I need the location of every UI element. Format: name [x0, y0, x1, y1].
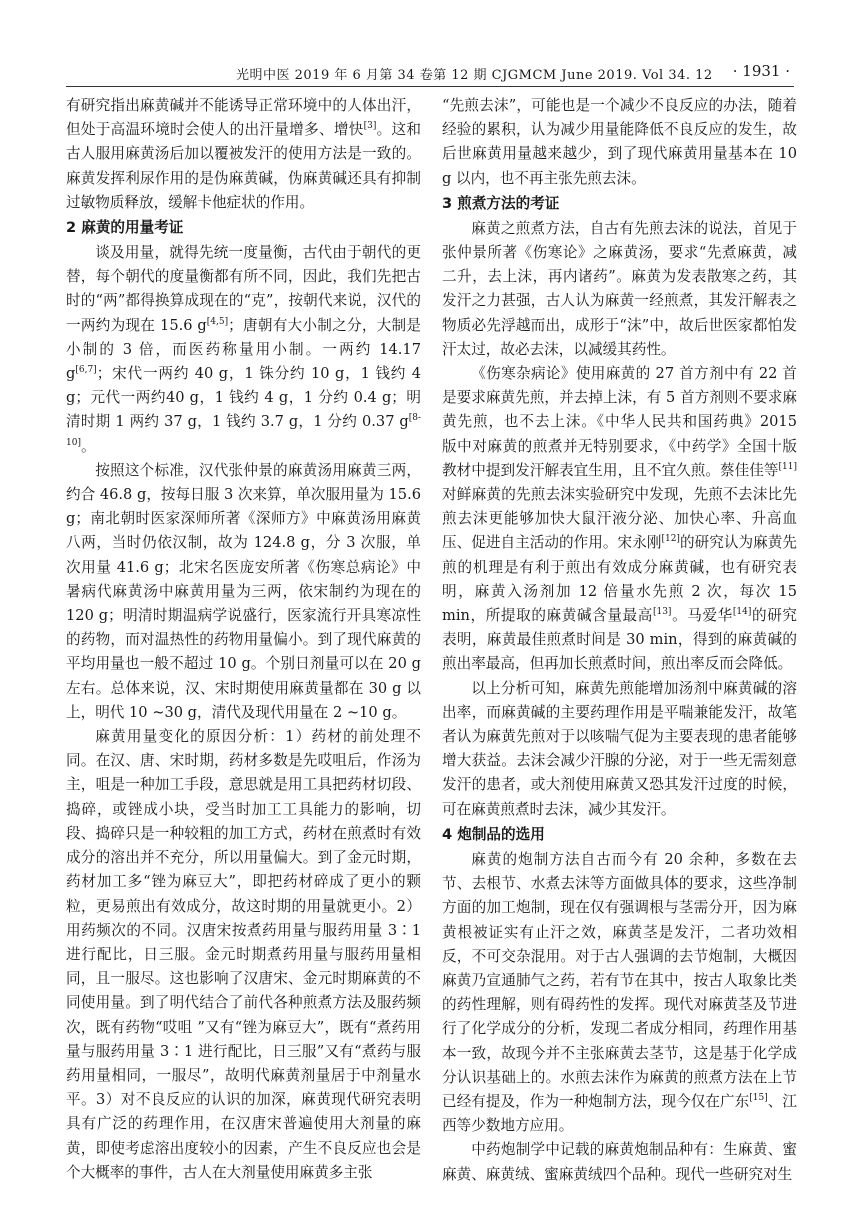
paragraph: 中药炮制学中记载的麻黄炮制品种有：生麻黄、蜜麻黄、麻黄绒、蜜麻黄绒四个品种。现代一些研究对生	[442, 1141, 797, 1183]
section-heading-dosage: 2 麻黄的用量考证	[66, 219, 184, 237]
section-heading-processing: 4 炮制品的选用	[442, 825, 545, 843]
citation[interactable]: [14]	[732, 607, 752, 618]
paragraph: 谈及用量，就得先统一度量衡，古代由于朝代的更替，每个朝代的度量衡都有所不同，因此，我们先把古时的“两”都得换算成现在的“克”，按朝代来说，汉代的一两约为现在 15.6 g[4,5]；唐朝有大小制之分，大制是小制的 3 倍，而医药称量用小制。一两约 14.17 g[6,7]；宋代一两约 40 g，1 铢分约 10 g，1 钱约 4 g；元代一两约40 g，1 钱约 4 g，1 分约 0.4 g；明清时期 1 两约 37 g，1 钱约 3.7 g，1 分约 0.37 g[8-10]。	[66, 244, 421, 455]
citation[interactable]: [15]	[749, 1093, 768, 1104]
running-header	[66, 60, 794, 87]
left-column	[66, 94, 421, 1185]
page-number: · 1931 ·	[732, 62, 790, 80]
section-heading-decoction: 3 煎煮方法的考证	[442, 194, 560, 212]
journal-info: 光明中医 2019 年 6 月第 34 卷第 12 期 CJGMCM June 2019. Vol 34. 12	[236, 68, 713, 83]
citation[interactable]: [8-10]	[66, 413, 421, 448]
citation[interactable]: [6,7]	[75, 365, 97, 376]
paragraph: 按照这个标准，汉代张仲景的麻黄汤用麻黄三两，约合 46.8 g，按每日服 3 次来算，单次服用量为 15.6 g；南北朝时医家深师所著《深师方》中麻黄汤用麻黄八两，当时仍依汉制，故为 124.8 g，分 3 次服，单次用量 41.6 g；北宋名医庞安所著《伤寒总病论》中暑病代麻黄汤中麻黄用量为三两，依宋制约为现在的 120 g；明清时期温病学说盛行，医家流行开具寒凉性的药物，而对温热性的药物用量偏小。到了现代麻黄的平均用量也一般不超过 10 g。个别日剂量可以在 20 g 左右。总体来说，汉、宋时期使用麻黄量都在 30 g 以上，明代 10 ~30 g，清代及现代用量在 2 ~10 g。	[66, 461, 421, 721]
paragraph: 麻黄用量变化的原因分析：1）药材的前处理不同。在汉、唐、宋时期，药材多数是先哎咀后，作汤为主，咀是一种加工手段，意思就是用工具把药材切段、捣碎，或锉成小块，受当时加工工具能力的影响，切段、捣碎只是一种较粗的加工方式，药材在煎煮时有效成分的溶出并不充分，所以用量偏大。到了金元时期，药材加工多“锉为麻豆大”，即把药材碎成了更小的颗粒，更易煎出有效成分，故这时期的用量就更小。2）用药频次的不同。汉唐宋按煮药用量与服药用量 3∶1 进行配比，日三服。金元时期煮药用量与服药用量相同，且一服尽。这也影响了汉唐宋、金元时期麻黄的不同使用量。到了明代结合了前代各种煎煮方法及服药频次，既有药物“哎咀 ”又有“锉为麻豆大”，既有“煮药用量与服药用量 3∶1 进行配比，日三服”又有“煮药与服药用量相同，一服尽”，故明代麻黄剂量居于中剂量水平。3）对不良反应的认识的加深，麻黄现代研究表明具有广泛的药理作用，在汉唐宋普遍使用大剂量的麻黄，即使考虑溶出度较小的因素，产生不良反应也会是个大概率的事件，古人在大剂量使用麻黄多主张	[66, 728, 421, 1181]
paragraph: 麻黄之煎煮方法，自古有先煎去沫的说法，首见于张仲景所著《伤寒论》之麻黄汤，要求“先煮麻黄，减二升，去上沫，再内诸药”。麻黄为发表散寒之药，其发汗之力甚强，古人认为麻黄一经煎煮，其发汗解表之物质必先浮越而出，成形于“沫”中，故后世医家都怕发汗太过，故必去沫，以减缓其药性。	[442, 219, 797, 358]
citation[interactable]: [4,5]	[206, 316, 229, 327]
citation[interactable]: [11]	[778, 461, 797, 472]
citation[interactable]: [13]	[652, 607, 672, 618]
paragraph: 《伤寒杂病论》使用麻黄的 27 首方剂中有 22 首是要求麻黄先煎，并去掉上沫，有 5 首方剂则不要求麻黄先煎，也不去上沫。《中华人民共和国药典》2015 版中对麻黄的煎煮并无特别要求，《中药学》全国十版教材中提到发汗解表宜生用，且不宜久煎。蔡佳佳等[11]对鲜麻黄的先煎去沫实验研究中发现，先煎不去沫比先煎去沫更能够加快大鼠汗液分泌、加快心率、升高血压、促进自主活动的作用。宋永刚[12]的研究认为麻黄先煎的机理是有利于煎出有效成分麻黄碱，也有研究表明，麻黄入汤剂加 12 倍量水先煎 2 次，每次 15 min，所提取的麻黄碱含量最高[13]。马爱华[14]的研究表明，麻黄最佳煎煮时间是 30 min，得到的麻黄碱的煎出率最高，但再加长煎煮时间，煎出率反而会降低。	[442, 365, 797, 673]
right-column	[442, 94, 797, 1187]
paragraph: 以上分析可知，麻黄先煎能增加汤剂中麻黄碱的溶出率，而麻黄碱的主要药理作用是平喘兼能发汗，故笔者认为麻黄先煎对于以咳喘气促为主要表现的患者能够增大获益。去沫会减少汗腺的分泌，对于一些无需刻意发汗的患者，或大剂使用麻黄又恐其发汗过度的时候，可在麻黄煎煮时去沫，减少其发汗。	[442, 679, 797, 818]
citation[interactable]: [12]	[661, 534, 680, 545]
citation[interactable]: [3]	[363, 121, 377, 132]
paragraph: 有研究指出麻黄碱并不能诱导正常环境中的人体出汗，但处于高温环境时会使人的出汗量增多、增快[3]。这和古人服用麻黄汤后加以覆被发汗的使用方法是一致的。麻黄发挥利尿作用的是伪麻黄碱，伪麻黄碱还具有抑制过敏物质释放，缓解卡他症状的作用。	[66, 97, 421, 211]
paragraph: 麻黄的炮制方法自古而今有 20 余种，多数在去节、去根节、水煮去沫等方面做具体的要求，这些净制方面的加工炮制，现在仅有强调根与茎需分开，因为麻黄根被证实有止汗之效，麻黄茎是发汗，二者功效相反，不可交杂混用。对于古人强调的去节炮制，大概因麻黄乃宣通肺气之药，若有节在其中，按古人取象比类的药性理解，则有碍药性的发挥。现代对麻黄茎及节进行了化学成分的分析，发现二者成分相同，药理作用基本一致，故现今并不主张麻黄去茎节，这是基于化学成分认识基础上的。水煎去沫作为麻黄的煎煮方法在上节已经有提及，作为一种炮制方法，现今仅在广东[15]、江西等少数地方应用。	[442, 850, 797, 1135]
paragraph: “先煎去沫”，可能也是一个减少不良反应的办法，随着经验的累积，认为减少用量能降低不良反应的发生，故后世麻黄用量越来越少，到了现代麻黄用量基本在 10 g 以内，也不再主张先煎去沫。	[442, 97, 797, 187]
